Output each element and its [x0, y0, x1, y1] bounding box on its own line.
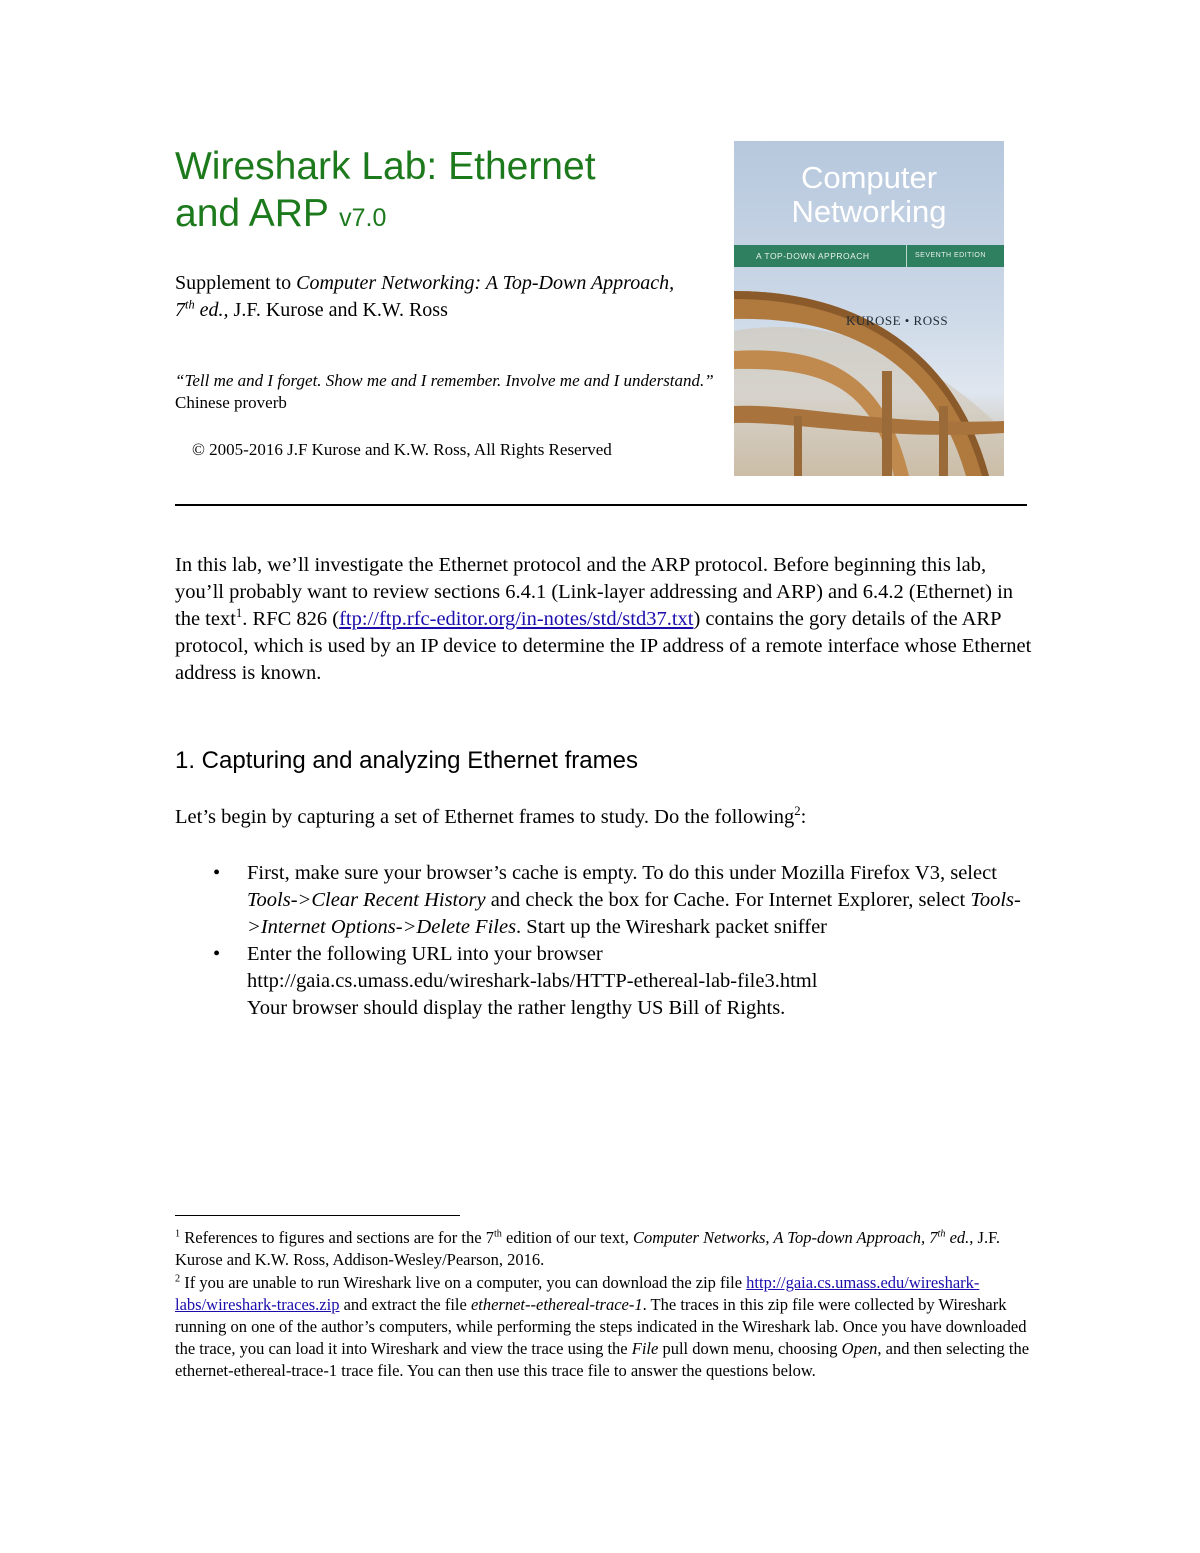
copyright-notice: © 2005-2016 J.F Kurose and K.W. Ross, All Rights Reserved	[192, 440, 612, 459]
footnote-ref-2[interactable]: 2	[794, 804, 801, 819]
footnote-1-book: Computer Networks, A Top-down Approach, 7	[632, 1228, 938, 1247]
title-line-2: and ARP	[175, 192, 329, 235]
quote-text: “Tell me and I forget. Show me and I remember. Involve me and I understand.”	[175, 371, 714, 390]
file-menu-name: File	[631, 1339, 659, 1358]
edition-superscript: th	[185, 297, 195, 312]
bullet-1-text-c: and check the box for Cache. For Internet Explorer, select	[485, 889, 971, 911]
title-line-1: Wireshark Lab: Ethernet	[175, 145, 596, 188]
intro-text-a: In this lab, we’ll investigate the Ethernet protocol and the ARP protocol. Before beginning this lab, you’ll probably want to review sections 6.4.1 (Link-layer addressing and ARP) and 6.4.2 (Ethernet) in the text	[175, 554, 1014, 630]
footnote-divider	[175, 1215, 460, 1216]
footnote-2	[175, 1272, 1035, 1382]
bullet-icon: •	[213, 943, 221, 965]
firefox-menu-path: Tools->Clear Recent History	[247, 889, 486, 911]
header-divider	[175, 504, 1027, 506]
footnote-2-text-e: , and then selecting the ethernet-ethereal-trace-1 trace file. You can then use this trace file to answer the questions below.	[175, 1339, 1030, 1380]
bullet-2-text-a: Enter the following URL into your browser	[247, 943, 603, 965]
section-heading: 1. Capturing and analyzing Ethernet frames	[175, 747, 638, 774]
section-lead	[175, 804, 1035, 831]
section-lead-text: Let’s begin by capturing a set of Ethernet frames to study. Do the following	[175, 806, 795, 828]
book-authors: J.F. Kurose and K.W. Ross	[228, 299, 448, 321]
version-label: v7.0	[339, 204, 387, 232]
bullet-1-text-a: First, make sure your browser’s cache is empty. To do this under Mozilla Firefox V3, select	[247, 862, 997, 884]
supplement-line	[175, 270, 695, 324]
footnote-1-text-b: edition of our text,	[501, 1228, 633, 1247]
bill-of-rights-url: http://gaia.cs.umass.edu/wireshark-labs/HTTP-ethereal-lab-file3.html	[247, 970, 818, 992]
book-cover-image	[734, 141, 1004, 476]
footnote-1-text-c: J.F. Kurose and K.W. Ross, Addison-Wesley/Pearson, 2016.	[175, 1228, 1001, 1269]
wireshark-traces-link[interactable]: http://gaia.cs.umass.edu/wireshark-labs/wireshark-traces.zip	[175, 1273, 980, 1314]
list-item	[213, 941, 1043, 1022]
footnote-1-mark: 1	[175, 1228, 181, 1240]
cover-title: Computer Networking	[791, 160, 947, 229]
cover-authors: KUROSE • ROSS	[846, 313, 949, 328]
footnote-2-text-c: . The traces in this zip file were collected by Wireshark running on one of the author’s computers, while performing the steps indicated in the Wireshark lab. Once you have downloaded the trace, you can load it into Wireshark and view the trace using the	[175, 1295, 1027, 1358]
ie-menu-path: Tools->Internet Options->Delete Files	[247, 889, 1021, 938]
footnote-2-text-a: If you are unable to run Wireshark live on a computer, you can download the zip file	[180, 1273, 747, 1292]
footnote-1-ed: ed.,	[945, 1228, 974, 1247]
bullet-2-text-c: Your browser should display the rather lengthy US Bill of Rights.	[247, 997, 786, 1019]
footnote-1	[175, 1227, 1035, 1271]
intro-paragraph	[175, 552, 1035, 687]
cover-band	[734, 245, 1004, 267]
page-title	[175, 143, 695, 242]
supplement-prefix: Supplement to	[175, 272, 297, 294]
footnote-2-mark: 2	[175, 1273, 181, 1285]
footnote-2-text-d: pull down menu, choosing	[658, 1339, 842, 1358]
cover-subtitle: A TOP-DOWN APPROACH	[756, 251, 870, 261]
trace-file-name: ethernet--ethereal-trace-1	[470, 1295, 643, 1314]
section-lead-end: :	[800, 806, 807, 828]
footnote-ref-1[interactable]: 1	[235, 606, 243, 621]
list-item	[213, 860, 1043, 941]
footnote-1-text-a: References to figures and sections are for the 7	[180, 1228, 494, 1247]
open-command-name: Open	[841, 1339, 878, 1358]
footnote-1-sup-2: th	[937, 1228, 946, 1240]
instruction-list	[213, 860, 1043, 1022]
proverb-quote	[175, 370, 715, 414]
book-title: Computer Networking: A Top-Down Approach, 7	[175, 272, 675, 321]
intro-text-b: . RFC 826 (	[242, 608, 340, 630]
rfc-826-link[interactable]: ftp://ftp.rfc-editor.org/in-notes/std/std37.txt	[339, 608, 694, 630]
bullet-icon: •	[213, 862, 221, 884]
cover-edition: SEVENTH EDITION	[906, 245, 986, 267]
bullet-1-text-e: . Start up the Wireshark packet sniffer	[516, 916, 827, 938]
footnote-1-sup: th	[493, 1228, 502, 1240]
edition-suffix: ed.,	[194, 299, 229, 321]
footnote-2-text-b: and extract the file	[339, 1295, 471, 1314]
quote-source: Chinese proverb	[175, 393, 287, 412]
intro-text-c: ) contains the gory details of the ARP protocol, which is used by an IP device to determine the IP address of a remote interface whose Ethernet address is known.	[175, 608, 1032, 684]
